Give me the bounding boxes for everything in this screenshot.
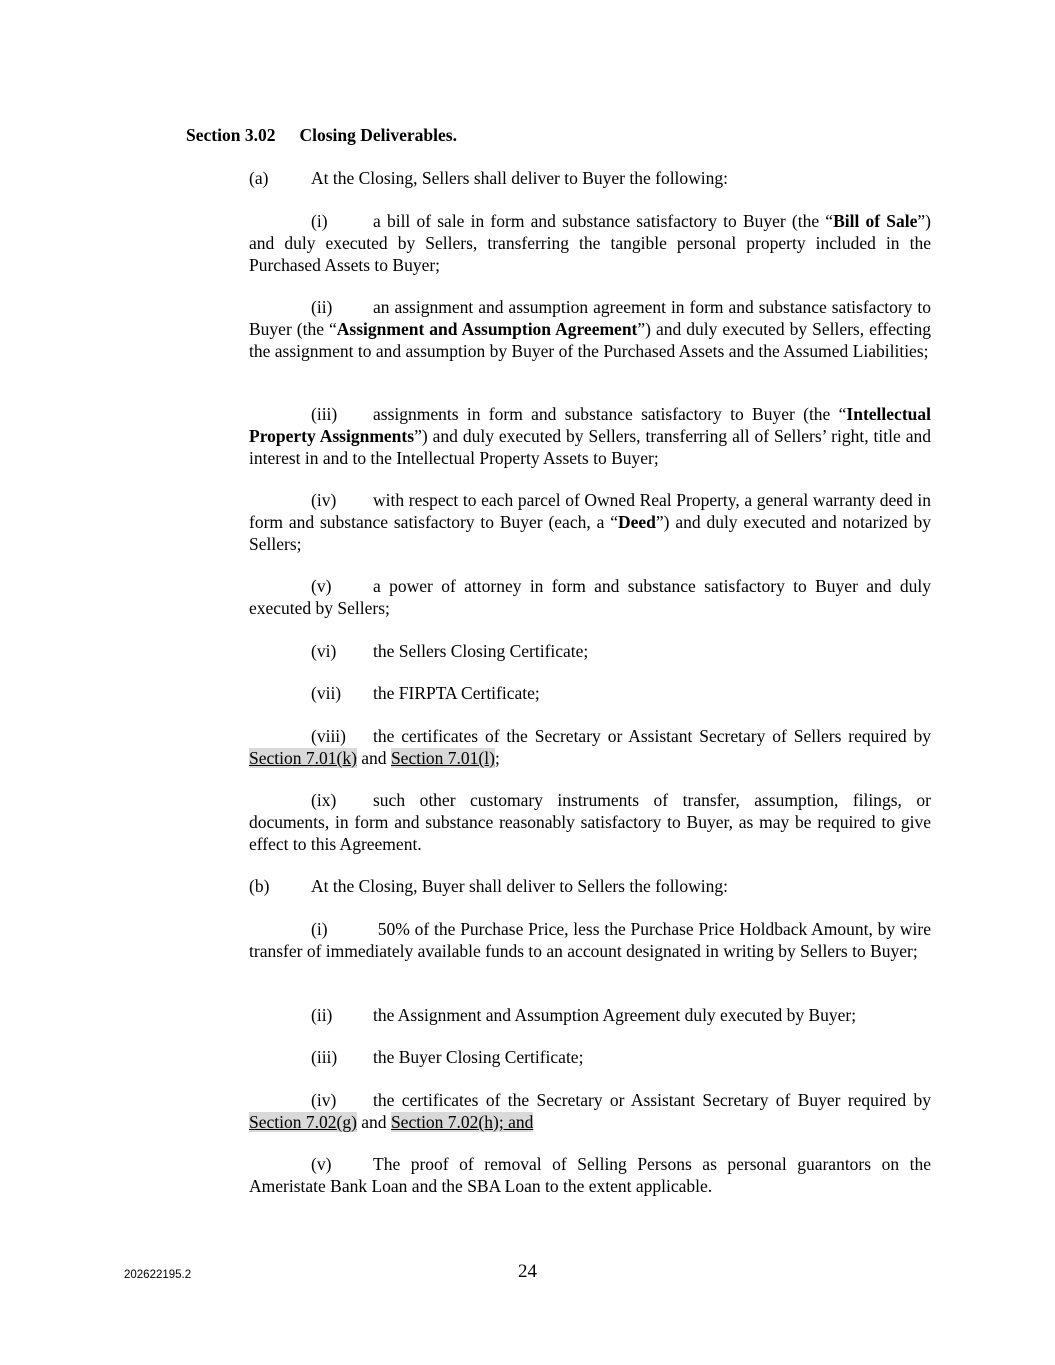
item-label: (iii) bbox=[311, 1047, 338, 1067]
item-text: the certificates of the Secretary or Assistant Secretary of Buyer required by bbox=[373, 1090, 931, 1110]
item-text: the Buyer Closing Certificate; bbox=[373, 1047, 584, 1067]
item-label: (v) bbox=[311, 576, 332, 596]
section-7-02-g-link[interactable]: Section 7.02(g) bbox=[249, 1112, 357, 1132]
item-a-v bbox=[249, 575, 931, 619]
clause-label: (b) bbox=[249, 876, 270, 896]
item-b-ii bbox=[249, 1004, 931, 1026]
clause-a bbox=[249, 167, 931, 189]
item-text: the Assignment and Assumption Agreement duly executed by Buyer; bbox=[373, 1005, 857, 1025]
item-text: ”) and duly executed by Sellers, effecting the assignment to and assumption by Buyer of the Purchased Assets and the Assumed Liabilities; bbox=[249, 319, 931, 361]
item-text: such other customary instruments of transfer, assumption, filings, or documents, in form and substance reasonably satisfactory to Buyer, as may be required to give effect to this Agreement. bbox=[249, 790, 931, 854]
defined-term: Intellectual Property Assignments bbox=[249, 404, 931, 446]
item-b-v bbox=[249, 1153, 931, 1197]
defined-term: Assignment and Assumption Agreement bbox=[336, 319, 638, 339]
section-7-01-k-link[interactable]: Section 7.01(k) bbox=[249, 748, 357, 768]
item-text: with respect to each parcel of Owned Real Property, a general warranty deed in form and substance satisfactory to Buyer (each, a “ bbox=[249, 490, 931, 532]
item-text: a bill of sale in form and substance satisfactory to Buyer (the “ bbox=[373, 211, 834, 231]
item-text: The proof of removal of Selling Persons as personal guarantors on the Ameristate Bank Loan and the SBA Loan to the extent applicable. bbox=[249, 1154, 931, 1196]
item-a-ix bbox=[249, 789, 931, 855]
item-label: (vii) bbox=[311, 683, 342, 703]
item-b-iii bbox=[249, 1046, 931, 1068]
item-text: the Sellers Closing Certificate; bbox=[373, 641, 589, 661]
item-text: an assignment and assumption agreement in form and substance satisfactory to Buyer (the “ bbox=[249, 297, 931, 339]
item-label: (i) bbox=[311, 919, 328, 939]
item-a-ii bbox=[249, 296, 931, 362]
clause-text: At the Closing, Sellers shall deliver to Buyer the following: bbox=[311, 168, 729, 188]
item-label: (iv) bbox=[311, 490, 337, 510]
clause-text: At the Closing, Buyer shall deliver to Sellers the following: bbox=[311, 876, 729, 896]
item-text: the FIRPTA Certificate; bbox=[373, 683, 540, 703]
item-label: (viii) bbox=[311, 726, 346, 746]
item-text: ”) and duly executed by Sellers, transferring all of Sellers’ right, title and interest in and to the Intellectual Property Assets to Buyer; bbox=[249, 426, 931, 468]
item-label: (ix) bbox=[311, 790, 337, 810]
page-number: 24 bbox=[518, 1261, 537, 1282]
item-a-vii bbox=[249, 682, 931, 704]
item-a-vi bbox=[249, 640, 931, 662]
item-a-i bbox=[249, 210, 931, 276]
item-text: ”) and duly executed by Sellers, transferring the tangible personal property included in the Purchased Assets to Buyer; bbox=[249, 211, 931, 275]
item-label: (v) bbox=[311, 1154, 332, 1174]
item-text: 50% of the Purchase Price, less the Purchase Price Holdback Amount, by wire transfer of immediately available funds to an account designated in writing by Sellers to Buyer; bbox=[249, 919, 931, 961]
clause-b bbox=[249, 875, 931, 897]
item-a-viii bbox=[249, 725, 931, 769]
item-label: (iv) bbox=[311, 1090, 337, 1110]
item-text: the certificates of the Secretary or Assistant Secretary of Sellers required by bbox=[373, 726, 931, 746]
section-title: Closing Deliverables. bbox=[299, 125, 457, 145]
item-b-i bbox=[249, 918, 931, 962]
item-label: (ii) bbox=[311, 297, 333, 317]
section-7-02-h-link[interactable]: Section 7.02(h); and bbox=[390, 1112, 534, 1132]
item-text: and bbox=[356, 1112, 391, 1132]
section-number: Section 3.02 bbox=[186, 125, 276, 145]
defined-term: Bill of Sale bbox=[833, 211, 918, 231]
item-label: (i) bbox=[311, 211, 328, 231]
document-id: 202622195.2 bbox=[124, 1269, 192, 1281]
item-text: assignments in form and substance satisfactory to Buyer (the “ bbox=[373, 404, 847, 424]
item-a-iv bbox=[249, 489, 931, 555]
item-text: and bbox=[356, 748, 391, 768]
item-label: (vi) bbox=[311, 641, 337, 661]
item-text: ”) and duly executed and notarized by Sellers; bbox=[249, 512, 932, 554]
section-heading bbox=[186, 124, 457, 146]
item-label: (iii) bbox=[311, 404, 338, 424]
item-b-iv bbox=[249, 1089, 931, 1133]
item-a-iii bbox=[249, 403, 931, 469]
item-text: a power of attorney in form and substance satisfactory to Buyer and duly executed by Sellers; bbox=[249, 576, 931, 618]
defined-term: Deed bbox=[617, 512, 656, 532]
item-label: (ii) bbox=[311, 1005, 333, 1025]
section-7-01-l-link[interactable]: Section 7.01(l) bbox=[390, 748, 495, 768]
item-text: ; bbox=[494, 748, 500, 768]
clause-label: (a) bbox=[249, 168, 269, 188]
